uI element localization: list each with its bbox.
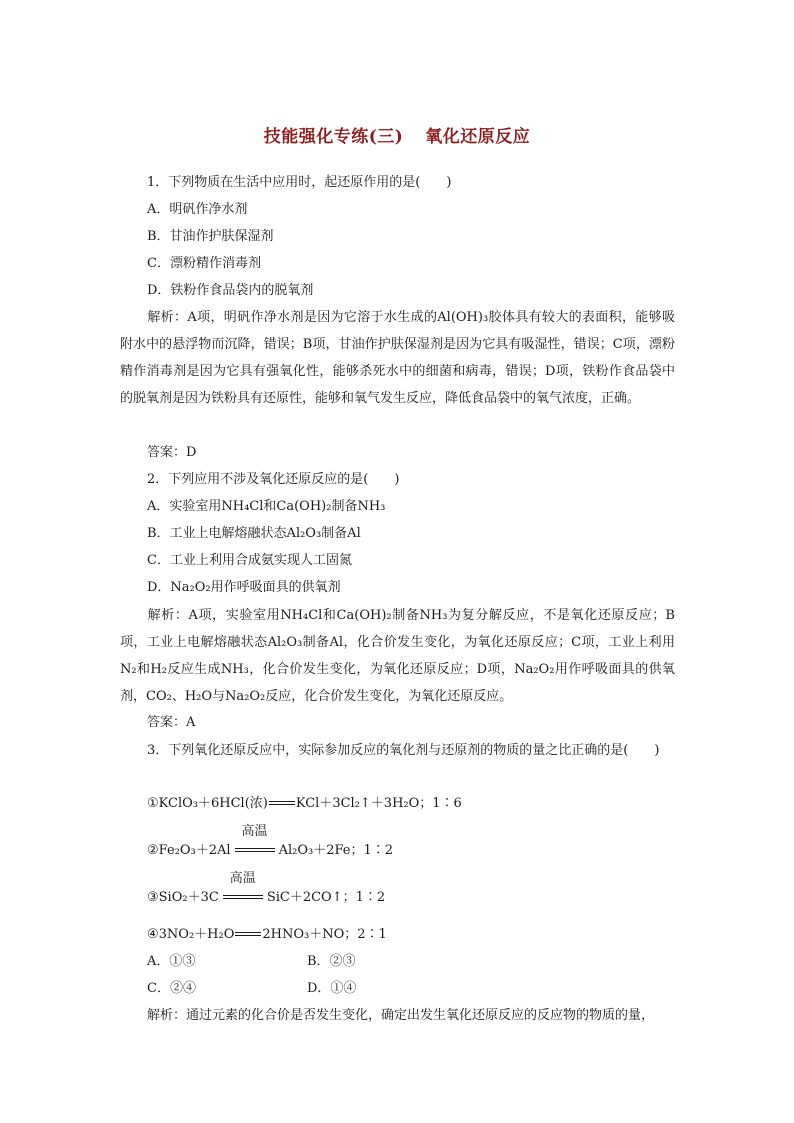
q1-stem: 1．下列物质在生活中应用时，起还原作用的是( ) (147, 175, 452, 190)
q3-stem (120, 737, 675, 764)
q2-analysis (120, 602, 675, 710)
eq1-right: KCl＋3Cl₂↑＋3H₂O；1∶6 (295, 796, 462, 811)
reaction-condition (235, 824, 275, 859)
q2-option-d: D．Na₂O₂用作呼吸面具的供氧剂 (147, 580, 341, 595)
eq1-left: ①KClO₃＋6HCl(浓) (147, 796, 268, 811)
q3-equation-1 (147, 795, 462, 812)
eq3-right: SiC＋2CO↑；1∶2 (266, 890, 386, 905)
q3-option-c: C．②④ (147, 981, 196, 996)
eq3-condition: 高温 (229, 871, 256, 886)
q3-equation-3 (147, 871, 386, 906)
q1-option-d: D．铁粉作食品袋内的脱氧剂 (147, 283, 314, 298)
q3-option-b: B．②③ (307, 954, 356, 969)
eq3-left: ③SiO₂＋3C (147, 890, 219, 905)
reaction-condition (223, 871, 263, 906)
q1-answer: 答案：D (147, 445, 197, 460)
q2-stem: 2．下列应用不涉及氧化还原反应的是( ) (147, 472, 400, 487)
q1-option-c: C．漂粉精作消毒剂 (147, 256, 261, 271)
eq4-left: ④3NO₂＋H₂O (147, 927, 235, 942)
q1-analysis (120, 304, 675, 412)
q3-option-a: A．①③ (147, 954, 196, 969)
title-right: 氧化还原反应 (425, 127, 531, 147)
eq2-condition: 高温 (241, 824, 268, 839)
equals-sign (235, 930, 261, 940)
title-left: 技能强化专练(三) (263, 127, 404, 147)
q3-option-d: D．①④ (307, 981, 357, 996)
q1-analysis-text: 解析：A项，明矾作净水剂是因为它溶于水生成的Al(OH)₃胶体具有较大的表面积，能够吸附水中的悬浮物而沉降，错误；B项，甘油作护肤保湿剂是因为它具有吸湿性，错误；C项，漂粉精作消毒剂是因为它具有强氧化性，能够杀死水中的细菌和病毒，错误；D项，铁粉作食品袋中的脱氧剂是因为铁粉具有还原性，能够和氧气发生反应，降低食品袋中的氧气浓度，正确。 (120, 310, 675, 406)
q1-option-a: A．明矾作净水剂 (147, 202, 248, 217)
q3-stem-text: 3．下列氧化还原反应中，实际参加反应的氧化剂与还原剂的物质的量之比正确的是( ) (147, 743, 660, 758)
q2-analysis-text: 解析：A项，实验室用NH₄Cl和Ca(OH)₂制备NH₃为复分解反应，不是氧化还原反应；B项，工业上电解熔融状态Al₂O₃制备Al，化合价发生变化，为氧化还原反应；C项，工业上利用N₂和H₂反应生成NH₃，化合价发生变化，为氧化还原反应；D项，Na₂O₂用作呼吸面具的供氧剂，CO₂、H₂O与Na₂O₂反应，化合价发生变化，为氧化还原反应。 (120, 608, 675, 704)
eq4-right: 2HNO₃＋NO；2∶1 (262, 927, 387, 942)
q2-option-b: B．工业上电解熔融状态Al₂O₃制备Al (147, 526, 361, 541)
q1-option-b: B．甘油作护肤保湿剂 (147, 229, 274, 244)
q3-equation-2 (147, 824, 394, 859)
equals-sign (269, 799, 295, 809)
q3-analysis: 解析：通过元素的化合价是否发生变化，确定出发生氧化还原反应的反应物的物质的量， (147, 1008, 655, 1023)
eq2-right: Al₂O₃＋2Fe；1∶2 (278, 843, 394, 858)
q2-answer: 答案：A (147, 715, 196, 730)
q2-option-a: A．实验室用NH₄Cl和Ca(OH)₂制备NH₃ (147, 499, 386, 514)
eq2-left: ②Fe₂O₃＋2Al (147, 843, 231, 858)
q3-equation-4 (147, 926, 387, 943)
q2-option-c: C．工业上利用合成氨实现人工固氮 (147, 553, 352, 568)
page-title (0, 122, 794, 147)
